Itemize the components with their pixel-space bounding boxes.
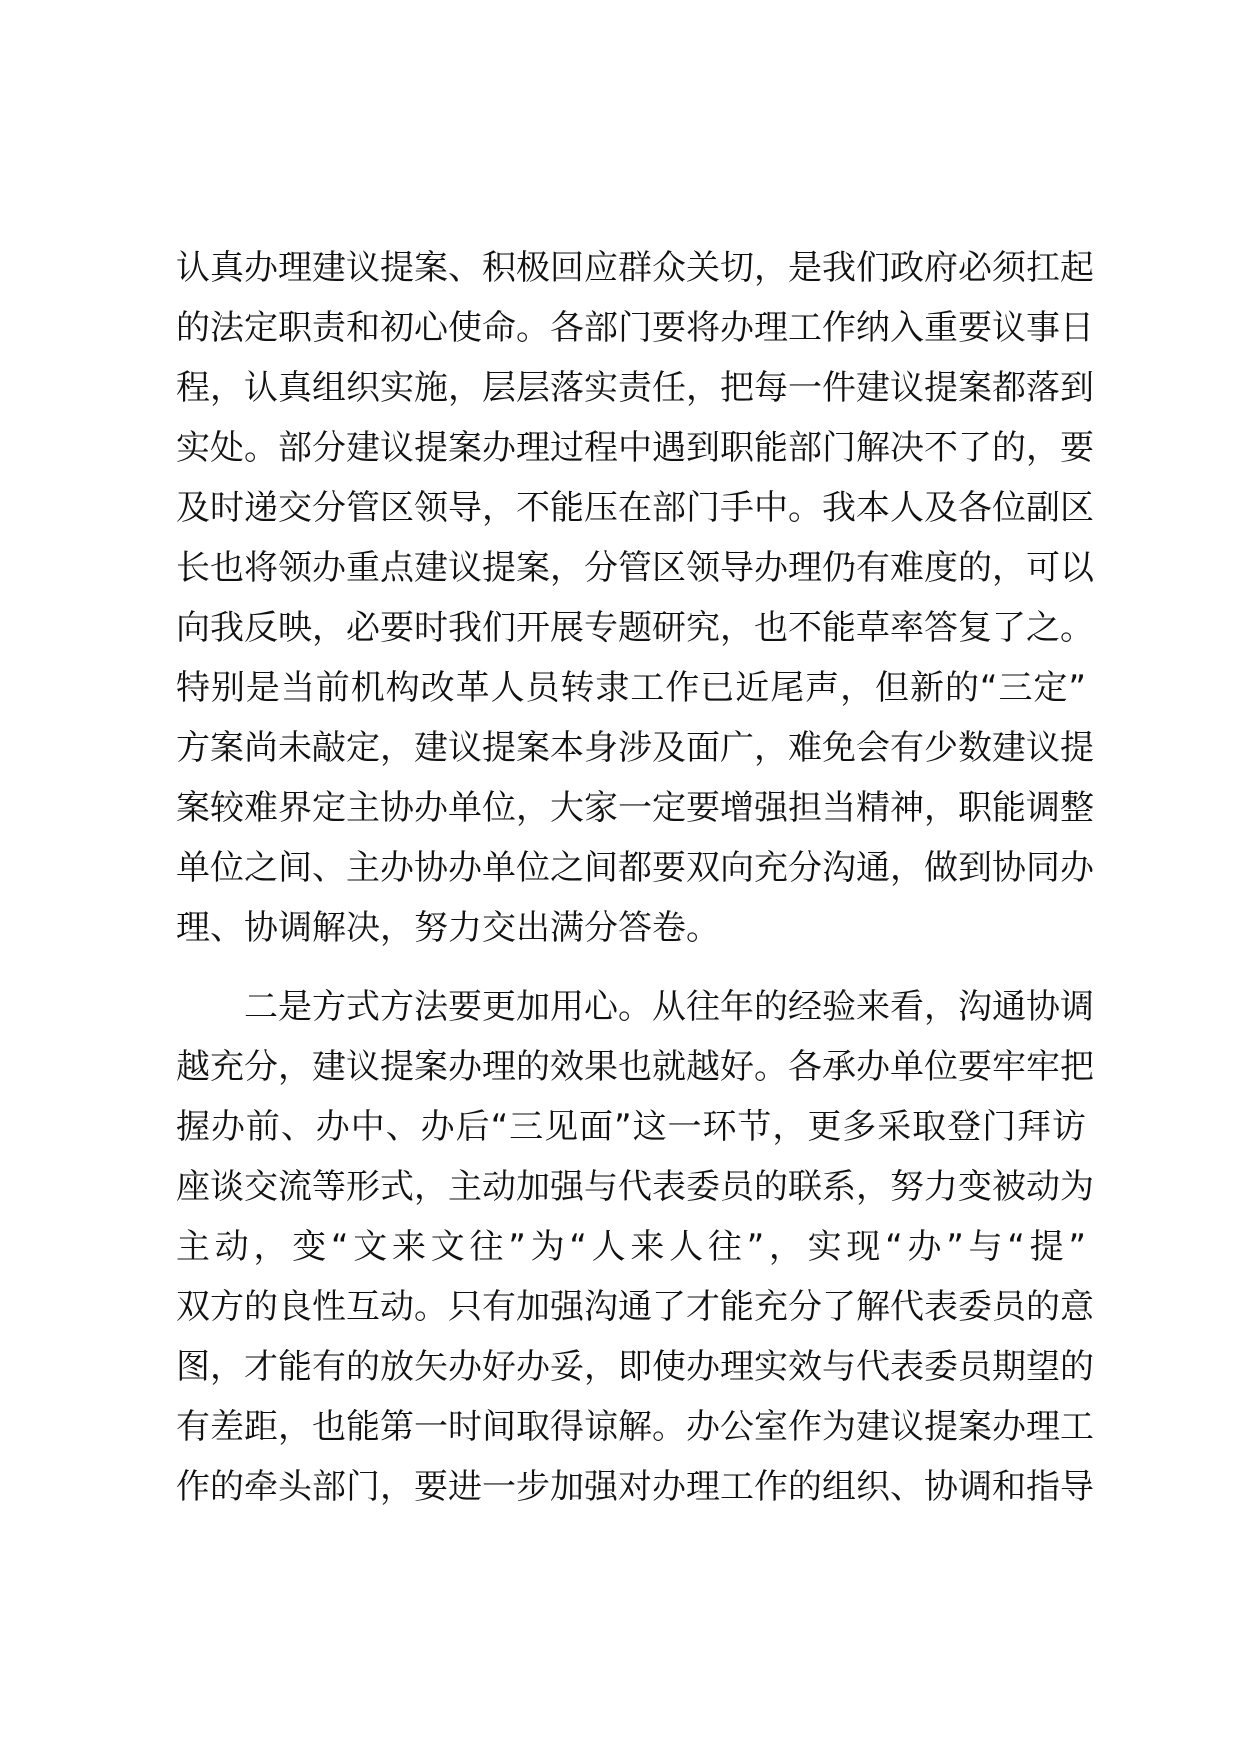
text-line: 越充分，建议提案办理的效果也就越好。各承办单位要牢牢把 bbox=[176, 1047, 1094, 1087]
text-line: 的法定职责和初心使命。各部门要将办理工作纳入重要议事日 bbox=[176, 308, 1094, 348]
text-line: 双方的良性互动。只有加强沟通了才能充分了解代表委员的意 bbox=[176, 1287, 1094, 1327]
text-line: 二是方式方法要更加用心。从往年的经验来看，沟通协调 bbox=[244, 987, 1094, 1027]
text-line: 有差距，也能第一时间取得谅解。办公室作为建议提案办理工 bbox=[176, 1407, 1094, 1447]
text-line: 图，才能有的放矢办好办妥，即使办理实效与代表委员期望的 bbox=[176, 1347, 1094, 1387]
text-line: 理、协调解决，努力交出满分答卷。 bbox=[176, 908, 720, 948]
paragraph-2 bbox=[176, 977, 1094, 1517]
paragraph-1 bbox=[176, 238, 1094, 958]
text-line: 单位之间、主办协办单位之间都要双向充分沟通，做到协同办 bbox=[176, 848, 1094, 888]
text-line: 认真办理建议提案、积极回应群众关切，是我们政府必须扛起 bbox=[176, 248, 1094, 288]
text-line: 实处。部分建议提案办理过程中遇到职能部门解决不了的，要 bbox=[176, 428, 1094, 468]
text-line: 向我反映，必要时我们开展专题研究，也不能草率答复了之。 bbox=[176, 608, 1094, 648]
text-line: 方案尚未敲定，建议提案本身涉及面广，难免会有少数建议提 bbox=[176, 728, 1094, 768]
text-line: 案较难界定主协办单位，大家一定要增强担当精神，职能调整 bbox=[176, 788, 1094, 828]
text-line: 及时递交分管区领导，不能压在部门手中。我本人及各位副区 bbox=[176, 488, 1094, 528]
text-line: 特别是当前机构改革人员转隶工作已近尾声，但新的“三定” bbox=[176, 668, 1086, 708]
text-line: 长也将领办重点建议提案，分管区领导办理仍有难度的，可以 bbox=[176, 548, 1094, 588]
text-line: 主动，变“文来文往”为“人来人往”，实现“办”与“提” bbox=[176, 1227, 1086, 1267]
text-line: 程，认真组织实施，层层落实责任，把每一件建议提案都落到 bbox=[176, 368, 1094, 408]
text-line: 作的牵头部门，要进一步加强对办理工作的组织、协调和指导 bbox=[176, 1467, 1094, 1507]
text-line: 座谈交流等形式，主动加强与代表委员的联系，努力变被动为 bbox=[176, 1167, 1094, 1207]
text-line: 握办前、办中、办后“三见面”这一环节，更多采取登门拜访 bbox=[176, 1107, 1086, 1147]
